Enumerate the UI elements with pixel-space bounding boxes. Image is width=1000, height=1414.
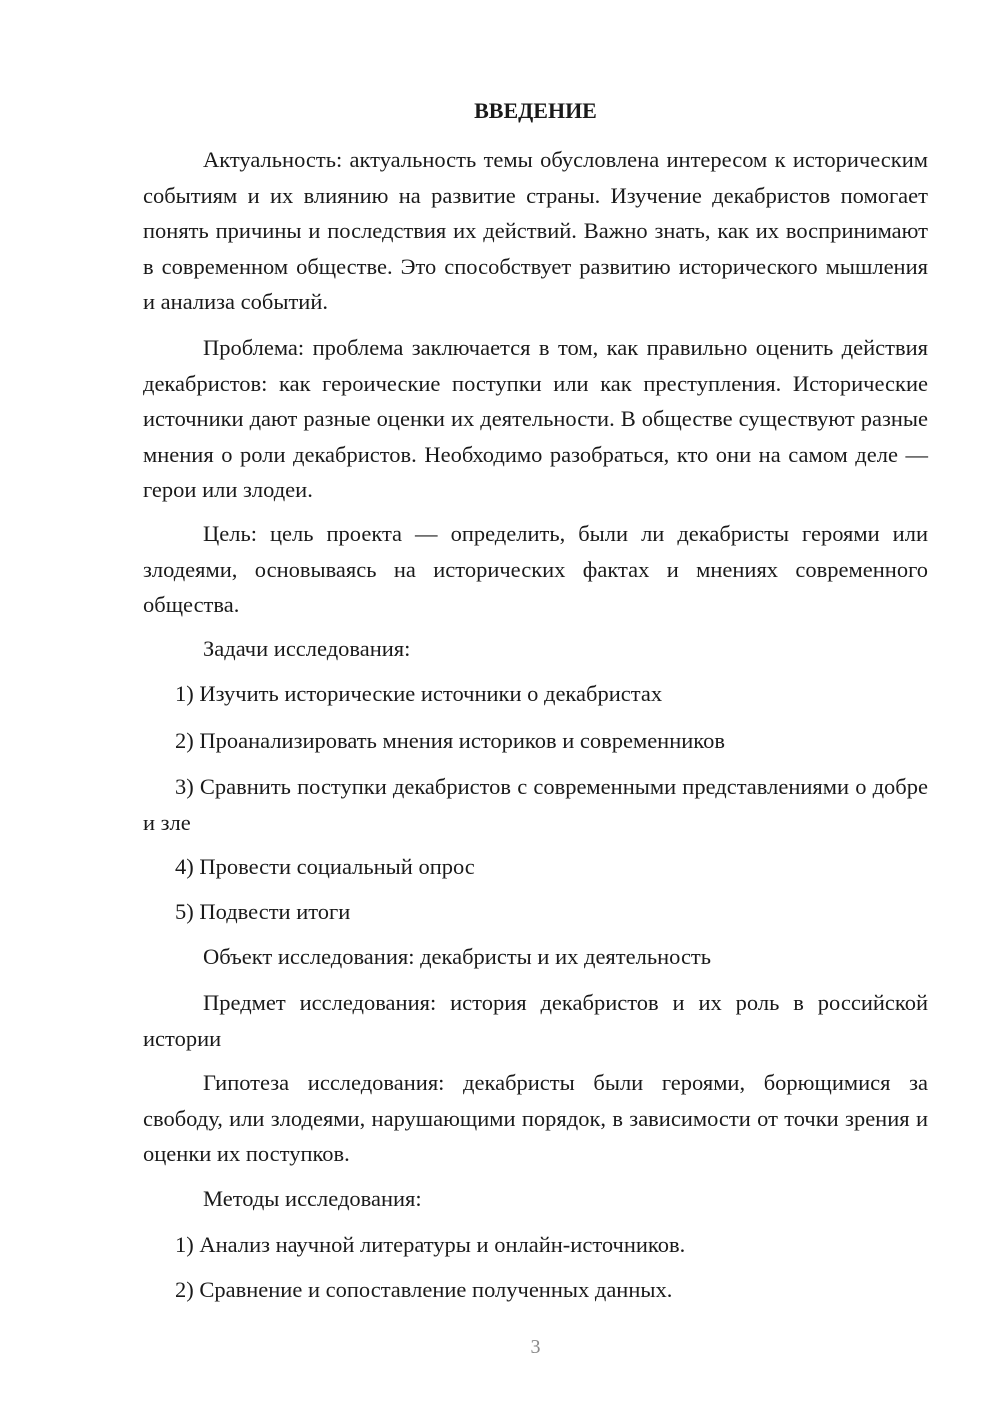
method-item-2: 2) Сравнение и сопоставление полученных данных.	[175, 1277, 673, 1302]
goal-paragraph: Цель: цель проекта — определить, были ли декабристы героями или злодеями, основываясь на исторических фактах и мнениях современного общества.	[143, 521, 928, 617]
document-page	[143, 0, 928, 1414]
task-item-3: 3) Сравнить поступки декабристов с современными представлениями о добре и зле	[143, 774, 928, 835]
task-item-1: 1) Изучить исторические источники о декабристах	[175, 681, 663, 706]
relevance-paragraph: Актуальность: актуальность темы обусловлена интересом к историческим событиям и их влиянию на развитие страны. Изучение декабристов помогает понять причины и последствия их действий. Важно знать, как их воспринимают в современном обществе. Это способствует развитию исторического мышления и анализа событий.	[143, 147, 928, 314]
method-item-1: 1) Анализ научной литературы и онлайн-источников.	[175, 1232, 686, 1257]
problem-paragraph: Проблема: проблема заключается в том, как правильно оценить действия декабристов: как героические поступки или как преступления. Исторические источники дают разные оценки их деятельности. В обществе существуют разные мнения о роли декабристов. Необходимо разобраться, кто они на самом деле — герои или злодеи.	[143, 335, 928, 502]
tasks-heading: Задачи исследования:	[203, 636, 411, 661]
task-item-4: 4) Провести социальный опрос	[175, 854, 475, 879]
methods-heading: Методы исследования:	[203, 1186, 422, 1211]
page-number: 3	[530, 1336, 541, 1358]
object-paragraph: Объект исследования: декабристы и их деятельность	[203, 944, 712, 969]
task-item-5: 5) Подвести итоги	[175, 899, 351, 924]
hypothesis-paragraph: Гипотеза исследования: декабристы были героями, борющимися за свободу, или злодеями, нарушающими порядок, в зависимости от точки зрения и оценки их поступков.	[143, 1070, 928, 1166]
page-title: ВВЕДЕНИЕ	[474, 98, 597, 123]
subject-paragraph: Предмет исследования: история декабристов и их роль в российской истории	[143, 990, 928, 1051]
task-item-2: 2) Проанализировать мнения историков и современников	[175, 728, 725, 753]
